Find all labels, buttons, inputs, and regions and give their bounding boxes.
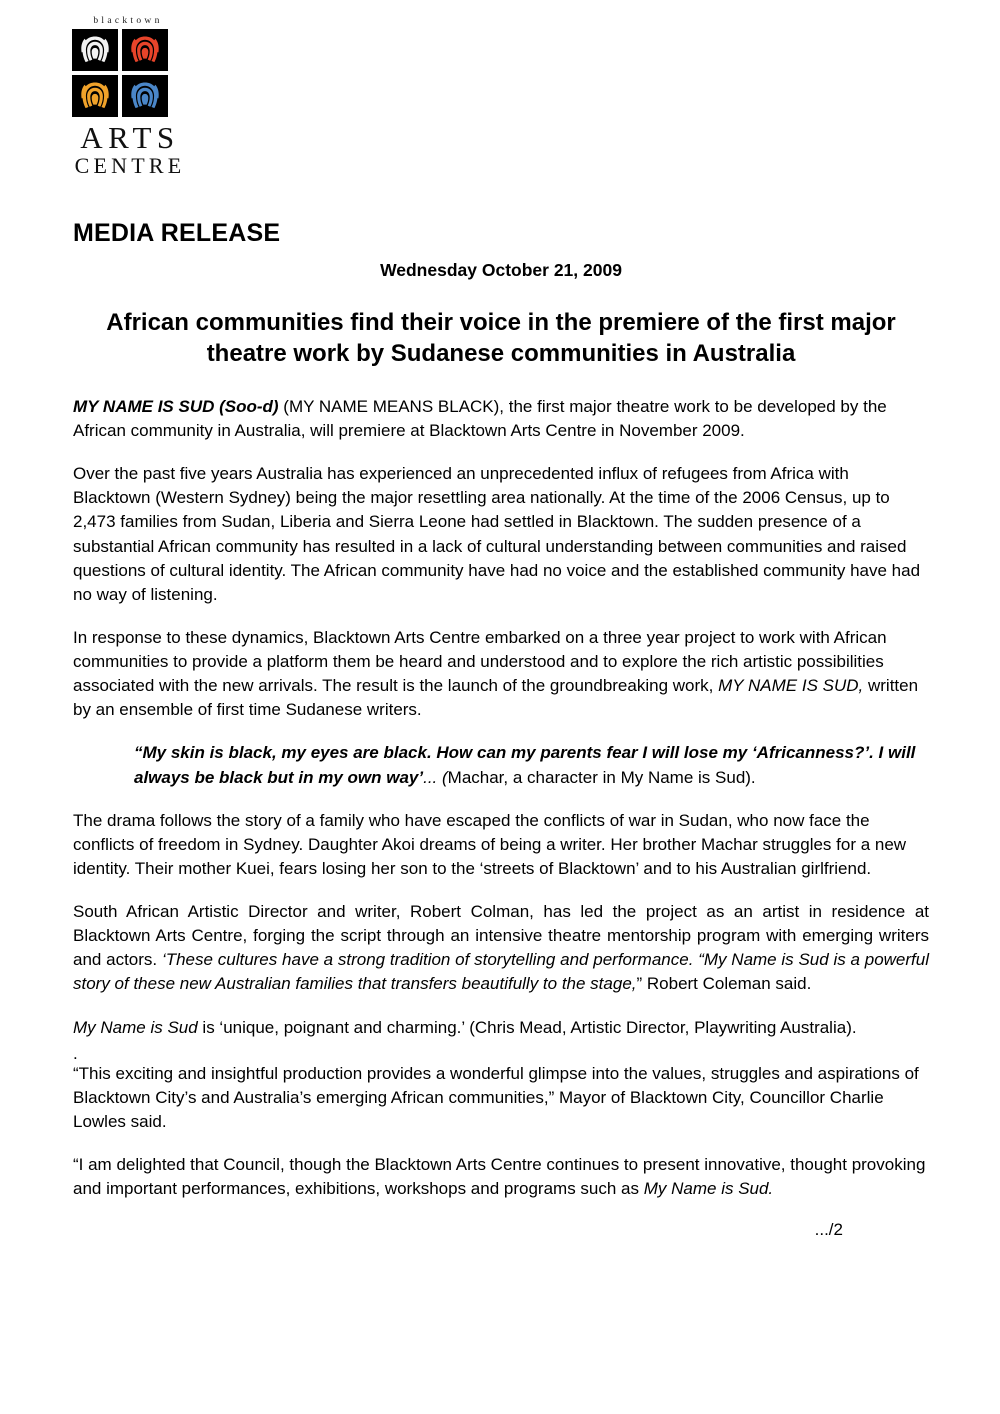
page-continuation-marker: .../2 xyxy=(814,1220,843,1240)
blacktown-arts-centre-logo xyxy=(58,16,186,177)
logo-wordmark-arts: ARTS xyxy=(80,120,180,155)
paragraph-response xyxy=(73,626,929,723)
media-release-title: MEDIA RELEASE xyxy=(73,219,281,247)
paragraph-synopsis: The drama follows the story of a family who have escaped the conflicts of war in Sudan, who now face the conflicts of freedom in Sydney. Daughter Akoi dreams of being a writer. Her brother Machar struggles for a new identity. Their mother Kuei, fears losing her son to the ‘streets of Blacktown’ and to his Australian girlfriend. xyxy=(73,810,907,878)
paragraph-director-a: South African Artistic Director and writer, Robert Colman, has led the project as an artist in residence at Blacktown Arts Centre, forging the script through an intensive theatre mentorship program with emerging writers and actors. xyxy=(73,902,929,970)
paragraph-council-a: “I am delighted that Council, though the Blacktown Arts Centre continues to present innovative, thought provoking and important performances, exhibitions, workshops and programs such as xyxy=(73,1155,926,1199)
paragraph-council xyxy=(73,1153,929,1201)
paragraph-director xyxy=(73,900,929,997)
logo-tile-grid xyxy=(72,29,172,117)
paragraph-review xyxy=(73,1016,929,1040)
pull-quote-attribution: Machar, a character in My Name is Sud). xyxy=(447,767,756,787)
production-title-review: My Name is Sud xyxy=(73,1017,198,1037)
paragraph-response-a: In response to these dynamics, Blacktown Arts Centre embarked on a three year project to work with African communities to provide a platform them be heard and understood and to explore the rich artistic possibilities associated with the new arrivals. The result is the launch of the groundbreaking work, xyxy=(73,627,887,696)
logo-tile-white-figure-icon xyxy=(72,29,118,71)
paragraph-background: Over the past five years Australia has experienced an unprecedented influx of refugees from Africa with Blacktown (Western Sydney) being the major resettling area nationally. At the time of the 2006 Census, up to 2,473 families from Sudan, Liberia and Sierra Leone had settled in Blacktown. The sudden presence of a substantial African community has resulted in a lack of cultural understanding between communities and raised questions of cultural identity. The African community have had no voice and the established community have had no way of listening. xyxy=(73,464,921,604)
production-title-lead: MY NAME IS SUD (Soo-d) xyxy=(73,396,279,416)
pull-quote-text: “My skin is black, my eyes are black. How can my parents fear I will lose my ‘Africanness?’. I will always be black but in my own way’ xyxy=(134,743,916,787)
release-date: Wednesday October 21, 2009 xyxy=(380,259,622,280)
logo-tile-red-figure-icon xyxy=(122,29,168,71)
paragraph-response-b: written by an ensemble of first time Sudanese writers. xyxy=(73,676,919,720)
logo-wordmark-centre: CENTRE xyxy=(74,152,186,178)
page-title: African communities find their voice in the premiere of the first major theatre work by Sudanese communities in Australia xyxy=(106,308,896,367)
stray-period: . xyxy=(73,1043,78,1063)
paragraph-mayor: “This exciting and insightful production provides a wonderful glimpse into the values, struggles and aspirations of Blacktown City’s and Australia’s emerging African communities,” Mayor of Blacktown City, Councillor Charlie Lowles said. xyxy=(73,1063,919,1131)
paragraph-intro xyxy=(73,395,929,443)
paragraph-intro-rest: (MY NAME MEANS BLACK), the first major theatre work to be developed by the African community in Australia, will premiere at Blacktown Arts Centre in November 2009. xyxy=(73,396,887,440)
paragraph-review-rest: is ‘unique, poignant and charming.’ (Chris Mead, Artistic Director, Playwriting Australia). xyxy=(197,1017,857,1037)
logo-tile-blue-figure-icon xyxy=(122,75,168,117)
production-title-italic: MY NAME IS SUD, xyxy=(718,676,864,696)
production-title-council: My Name is Sud. xyxy=(643,1179,774,1199)
document-content xyxy=(73,220,929,1240)
pull-quote-ellipsis: ... ( xyxy=(423,767,448,787)
paragraph-director-b: ” Robert Coleman said. xyxy=(636,974,812,994)
logo-wordmark-blacktown: blacktown xyxy=(93,16,163,26)
director-quote-italic: ‘These cultures have a strong tradition of storytelling and performance. “My Name is Sud is a powerful story of these new Australian families that transfers beautifully to the stage, xyxy=(73,950,930,994)
logo-tile-gold-figure-icon xyxy=(72,75,118,117)
pull-quote xyxy=(73,741,929,789)
